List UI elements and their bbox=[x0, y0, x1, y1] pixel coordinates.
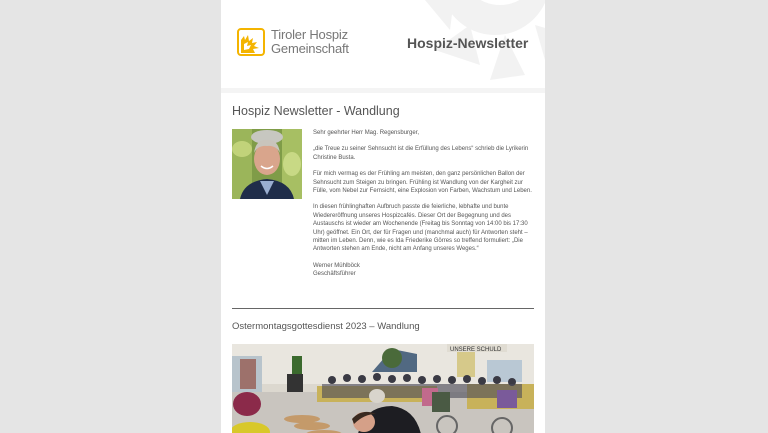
logo[interactable] bbox=[237, 28, 349, 56]
signature-role: Geschäftsführer bbox=[313, 271, 356, 278]
church-service-photo[interactable] bbox=[232, 344, 534, 433]
letter-text bbox=[313, 129, 535, 279]
header-title: Hospiz-Newsletter bbox=[407, 35, 529, 51]
logo-text bbox=[271, 28, 349, 56]
section-title[interactable]: Ostermontagsgottesdienst 2023 – Wandlung bbox=[232, 321, 420, 332]
letter-paragraph-3: In diesen frühlinghaften Aufbruch passte die feierliche, lebhafte und bunte Wiedereröffnung unseres Hospizcafés. Dieser Ort der Begegnung und des Austauschs ist wieder am Wochenende (Freitag bis Sonntag von 14:00 bis 17:30 Uhr) geöffnet. Ein Ort, der für Fragen und (manchmal auch) für Antworten steht – mitten im Leben. Denn, wie es Ida Friederike Görres so treffend formuliert: „Die Antworten stehen am Ende, nicht am Anfang unseres Weges.“ bbox=[313, 204, 528, 253]
logo-line-1: Tiroler Hospiz bbox=[271, 27, 348, 42]
newsletter-content bbox=[221, 93, 545, 433]
signature-name: Werner Mühlböck bbox=[313, 262, 360, 269]
newsletter-header bbox=[221, 0, 545, 88]
newsletter-title: Hospiz Newsletter - Wandlung bbox=[232, 104, 400, 118]
letter-paragraph-2: Für mich vermag es der Frühling am meisten, den ganz persönlichen Ballon der Sehnsucht zum Steigen zu bringen. Frühling ist Wandlung von der Kargheit zur Fülle, vom Nebel zur Fernsicht, eine Explosion von Farben, Wachstum und Leben. bbox=[313, 171, 532, 195]
newsletter-email bbox=[221, 0, 545, 433]
svg-text:UNSERE SCHULD: UNSERE SCHULD bbox=[450, 347, 502, 353]
logo-line-2: Gemeinschaft bbox=[271, 41, 349, 56]
letter-paragraph-1: „die Treue zu seiner Sehnsucht ist die Erfüllung des Lebens“ schrieb die Lyrikerin Christine Busta. bbox=[313, 146, 529, 161]
section-divider bbox=[232, 308, 534, 309]
portrait-photo bbox=[232, 129, 302, 199]
signature bbox=[313, 262, 535, 279]
sun-logo-icon bbox=[237, 28, 265, 56]
letter-greeting: Sehr geehrter Herr Mag. Regensburger, bbox=[313, 130, 420, 136]
